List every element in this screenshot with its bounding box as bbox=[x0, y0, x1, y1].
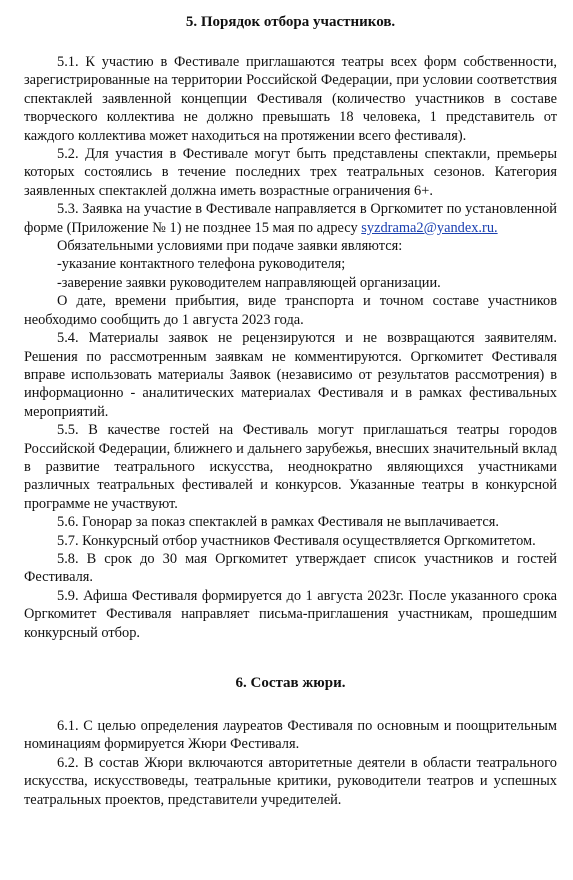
section-6-title: 6. Состав жюри. bbox=[235, 675, 346, 691]
clause-5-1: 5.1. К участию в Фестивале приглашаются театры всех форм собственности, зарегистрированные на территории Российской Федерации, при условии соответствия спектаклей заявленной концепции Фестиваля (количество участников в составе творческого коллектива не должно превышать 18 человека, 1 представитель от каждого коллектива может находиться на протяжении всего фестиваля). bbox=[24, 54, 557, 144]
clause-5-3 bbox=[24, 200, 557, 237]
clause-6-2: 6.2. В состав Жюри включаются авторитетные деятели в области театрального искусства, искусствоведы, театральные критики, руководители театров и успешных театральных проектов, представители учредителей. bbox=[24, 754, 557, 808]
clause-5-5: 5.5. В качестве гостей на Фестиваль могут приглашаться театры городов Российской Федерации, ближнего и дальнего зарубежья, внесших значительный вклад в развитие театрального искусства, неоднократно являющихся участниками различных театральных фестивалей и конкурсов. Указанные театры в конкурсной программе не участвуют. bbox=[24, 422, 557, 512]
condition-item-phone: -указание контактного телефона руководителя; bbox=[57, 256, 346, 273]
conditions-intro: Обязательными условиями при подаче заявки являются: bbox=[57, 238, 403, 255]
clause-5-4: 5.4. Материалы заявок не рецензируются и не возвращаются заявителям. Решения по рассмотренным заявкам не комментируются. Оргкомитет Фестиваля вправе использовать материалы Заявок (независимо от результатов рассмотрения) в информационно - аналитических материалах Фестиваля и в рамках фестивальных мероприятий. bbox=[24, 330, 557, 420]
clause-5-3-text: 5.3. Заявка на участие в Фестивале направляется в Оргкомитет по установленной форме (Приложение № 1) не позднее 15 мая по адресу bbox=[24, 201, 557, 236]
clause-5-8: 5.8. В срок до 30 мая Оргкомитет утверждает список участников и гостей Фестиваля. bbox=[24, 550, 557, 586]
clause-6-1: 6.1. С целью определения лауреатов Фестиваля по основным и поощрительным номинациям формируется Жюри Фестиваля. bbox=[24, 718, 557, 753]
clause-5-9: 5.9. Афиша Фестиваля формируется до 1 августа 2023г. После указанного срока Оргкомитет Фестиваля направляет письма-приглашения участникам, прошедшим конкурсный отбор. bbox=[24, 587, 557, 641]
condition-item-certification: -заверение заявки руководителем направляющей организации. bbox=[57, 274, 441, 291]
arrival-notice: О дате, времени прибытия, виде транспорта и точном составе участников необходимо сообщить до 1 августа 2023 года. bbox=[24, 293, 557, 328]
email-link[interactable]: syzdrama2@yandex.ru. bbox=[361, 219, 498, 236]
section-5-title: 5. Порядок отбора участников. bbox=[185, 14, 396, 30]
clause-5-2: 5.2. Для участия в Фестивале могут быть представлены спектакли, премьеры которых состоялись в течение последних трех театральных сезонов. Категория заявленных спектаклей должна иметь возрастные ограничения 6+. bbox=[24, 146, 557, 199]
clause-5-6: 5.6. Гонорар за показ спектаклей в рамках Фестиваля не выплачивается. bbox=[57, 514, 499, 531]
clause-5-7: 5.7. Конкурсный отбор участников Фестиваля осуществляется Оргкомитетом. bbox=[57, 532, 536, 549]
